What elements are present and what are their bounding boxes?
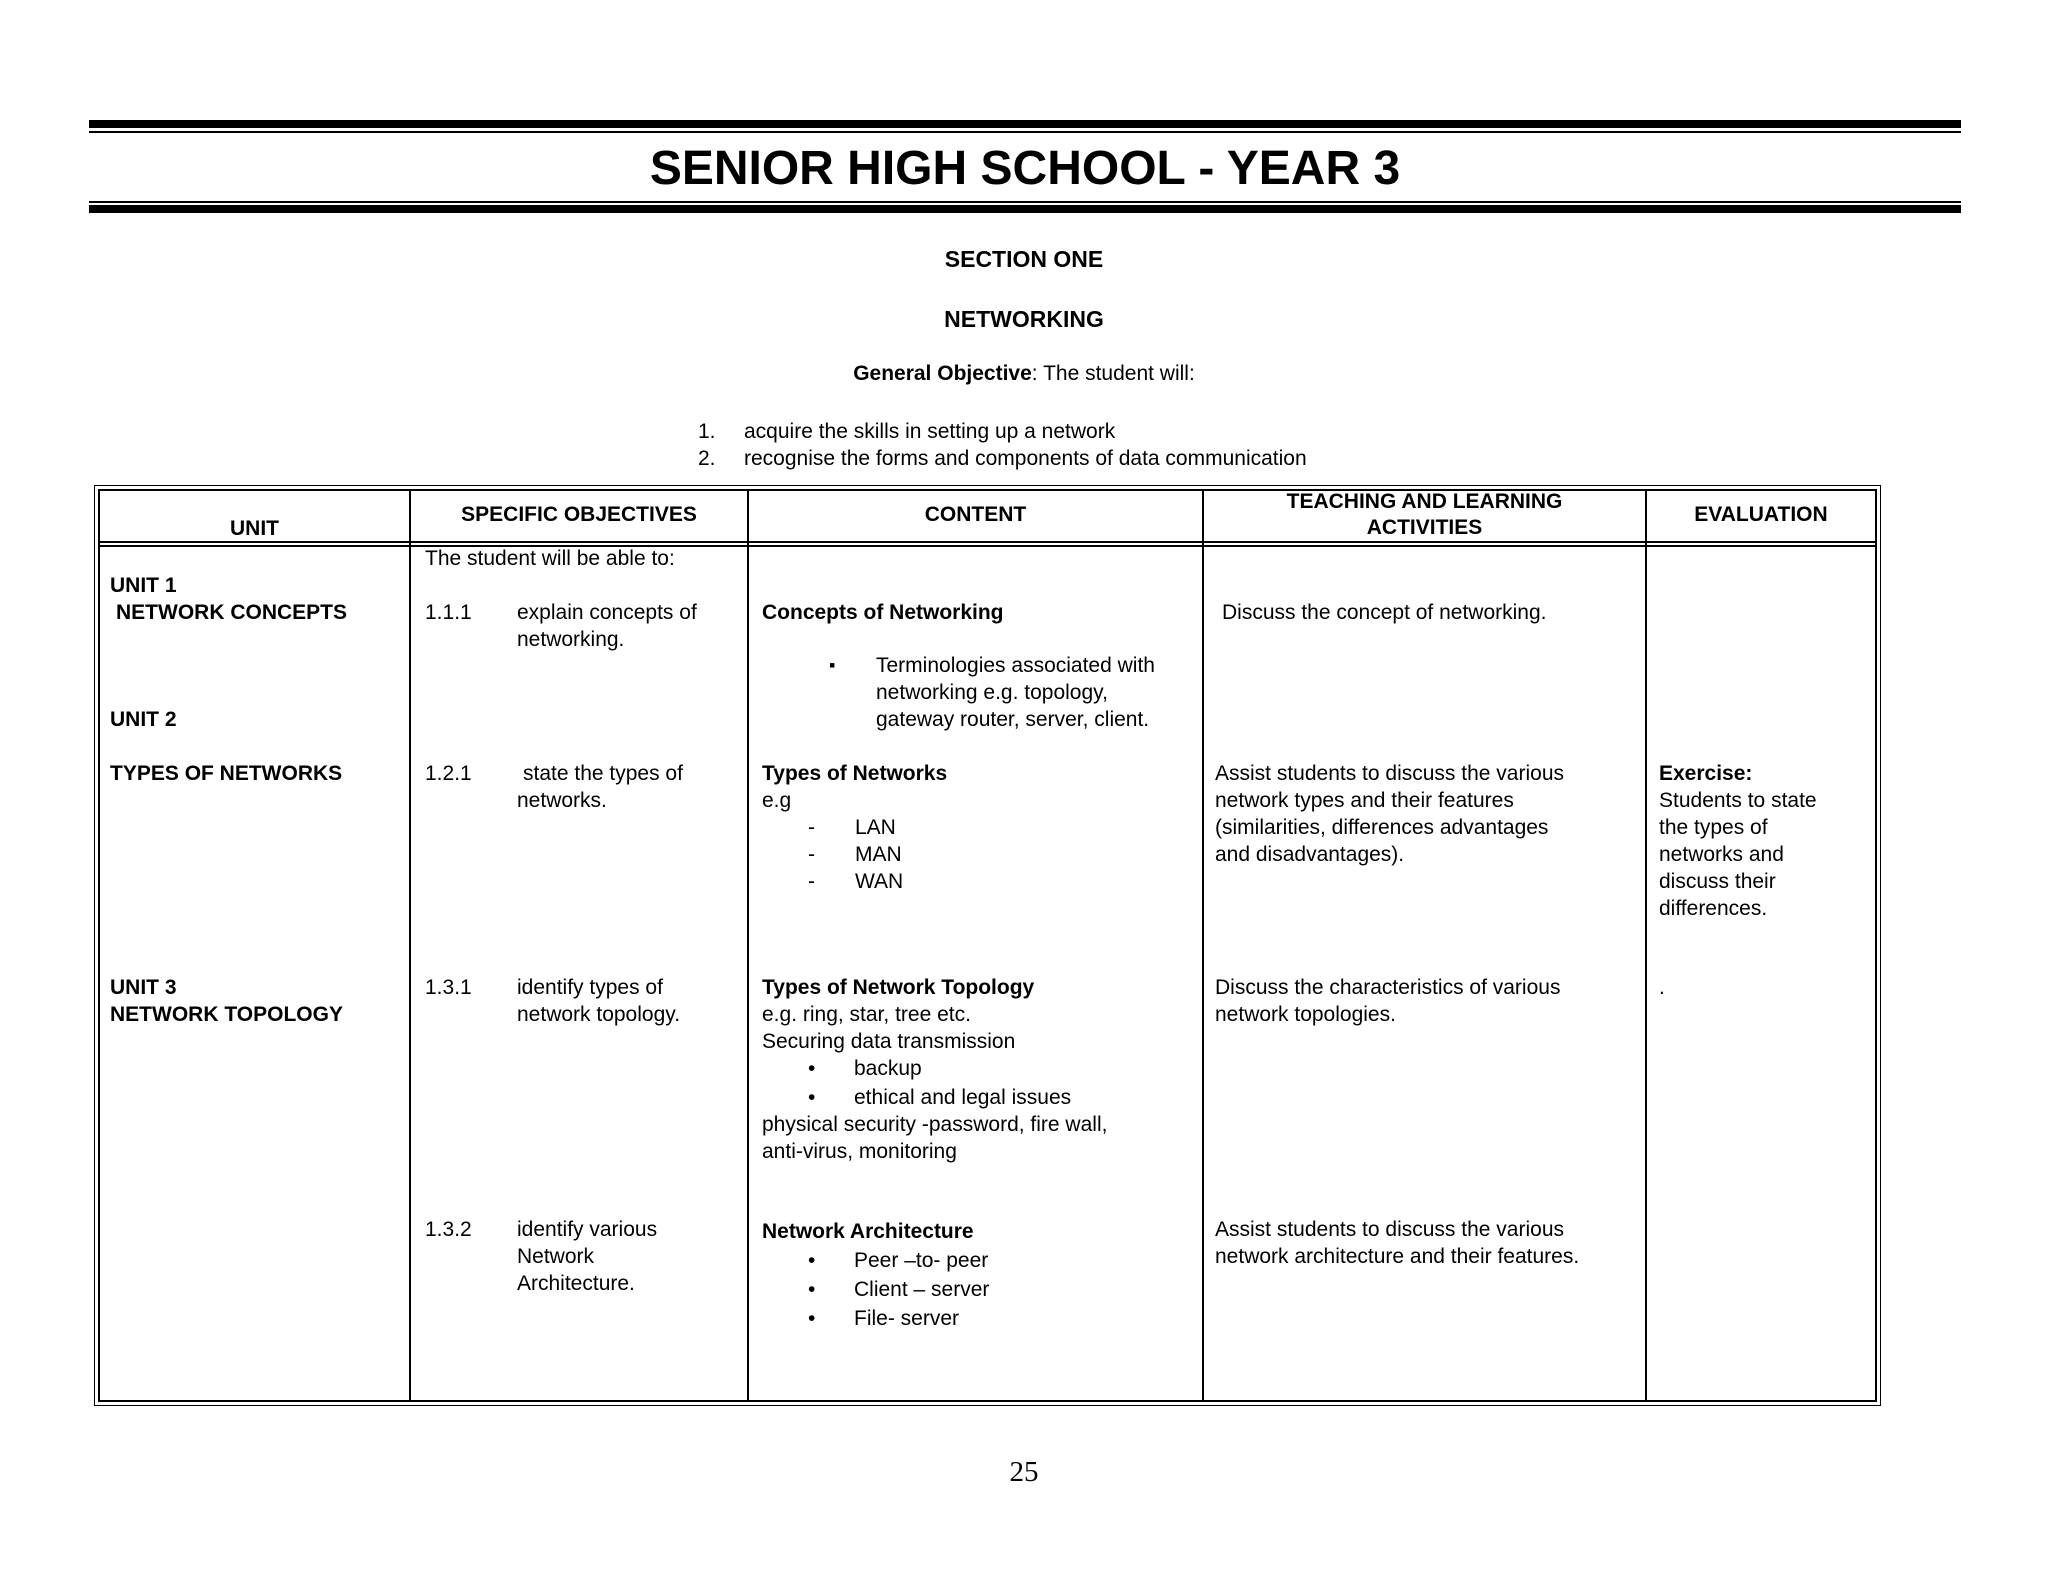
content-3-title: Types of Network Topology [762, 976, 1035, 999]
header-divider [98, 545, 1877, 547]
list-item: 2. recognise the forms and components of data communication [698, 447, 1307, 470]
header-activities: TEACHING AND LEARNING ACTIVITIES [1286, 490, 1563, 539]
objective-1-3-2-text: identify various Network Architecture. [517, 1218, 658, 1295]
unit-3-name: NETWORK TOPOLOGY [110, 1003, 343, 1026]
bullet-icon: • [808, 1307, 816, 1330]
content-4-list [808, 1246, 989, 1333]
list-item: • ethical and legal issues [808, 1086, 1072, 1109]
square-bullet-icon: ▪ [829, 655, 836, 675]
list-item: - WAN [808, 870, 904, 893]
objective-1-1-1-number: 1.1.1 [425, 601, 472, 624]
list-item: 1. acquire the skills in setting up a network [698, 420, 1116, 443]
activity-4: Assist students to discuss the various network architecture and their features. [1215, 1218, 1580, 1268]
objective-1-3-1-text: identify types of network topology. [517, 976, 681, 1026]
general-objectives-list [698, 418, 1307, 472]
page-title: SENIOR HIGH SCHOOL - YEAR 3 [649, 142, 1401, 195]
title-top-rule-thick [89, 120, 1961, 128]
content-2-list [808, 814, 903, 895]
page-number: 25 [1009, 1456, 1039, 1488]
activity-2: Assist students to discuss the various network types and their features (similarities, differences advantages and disadvantages). [1215, 762, 1564, 866]
column-divider [1202, 489, 1204, 1402]
list-item: • Peer –to- peer [808, 1246, 989, 1275]
column-divider [747, 489, 749, 1402]
content-1-title: Concepts of Networking [762, 601, 1004, 624]
objective-1-1-1-text: explain concepts of networking. [517, 601, 697, 651]
objective-1-2-1-text: state the types of networks. [517, 762, 683, 812]
content-1-bullet: Terminologies associated with networking e.g. topology, gateway router, server, client. [876, 654, 1155, 731]
header-evaluation: EVALUATION [1694, 503, 1828, 526]
content-4-title: Network Architecture [762, 1220, 974, 1243]
title-top-rule-thin [89, 131, 1961, 133]
activity-1: Discuss the concept of networking. [1222, 601, 1547, 624]
content-3-body: e.g. ring, star, tree etc. Securing data transmission • backup • ethical and legal issues physical security -password, fire wall, anti-virus, monitoring [762, 1003, 1108, 1163]
title-bottom-rule-thick [89, 205, 1961, 213]
list-item: - MAN [808, 843, 902, 866]
section-heading: SECTION ONE [944, 246, 1104, 272]
header-specific-objectives: SPECIFIC OBJECTIVES [461, 503, 697, 526]
bullet-icon: • [808, 1086, 816, 1109]
content-2-title: Types of Networks [762, 762, 948, 785]
dash-icon: - [808, 816, 815, 839]
dash-icon: - [808, 870, 815, 893]
objective-1-3-1-number: 1.3.1 [425, 976, 472, 999]
general-objective [0, 362, 2048, 386]
unit-1-name: NETWORK CONCEPTS [116, 601, 347, 624]
list-item: • Client – server [808, 1275, 989, 1304]
objective-1-3-2-number: 1.3.2 [425, 1218, 472, 1241]
content-2-eg: e.g [762, 789, 792, 812]
unit-2-name: TYPES OF NETWORKS [110, 762, 343, 785]
objective-1-2-1-number: 1.2.1 [425, 762, 472, 785]
activity-3: Discuss the characteristics of various network topologies. [1215, 976, 1561, 1026]
subject-heading: NETWORKING [944, 306, 1104, 332]
title-bottom-rule-thin [89, 201, 1961, 203]
general-objective-text: : The student will: [1031, 362, 1195, 385]
list-item: • backup [808, 1057, 922, 1080]
unit-3-label: UNIT 3 [110, 976, 177, 999]
column-divider [409, 489, 411, 1402]
column-divider [1645, 489, 1647, 1402]
header-unit: UNIT [230, 517, 279, 540]
bullet-icon: • [808, 1249, 816, 1272]
evaluation-3: . [1659, 976, 1665, 999]
general-objective-label: General Objective [853, 362, 1032, 385]
bullet-icon: • [808, 1278, 816, 1301]
list-item: • File- server [808, 1304, 989, 1333]
unit-1-label: UNIT 1 [110, 574, 177, 597]
list-item: - LAN [808, 816, 896, 839]
header-content: CONTENT [924, 503, 1027, 526]
objectives-intro: The student will be able to: [425, 547, 675, 570]
bullet-icon: • [808, 1057, 816, 1080]
dash-icon: - [808, 843, 815, 866]
evaluation-2: Exercise: Students to state the types of networks and discuss their differences. [1659, 762, 1817, 920]
unit-2-label: UNIT 2 [110, 708, 177, 731]
